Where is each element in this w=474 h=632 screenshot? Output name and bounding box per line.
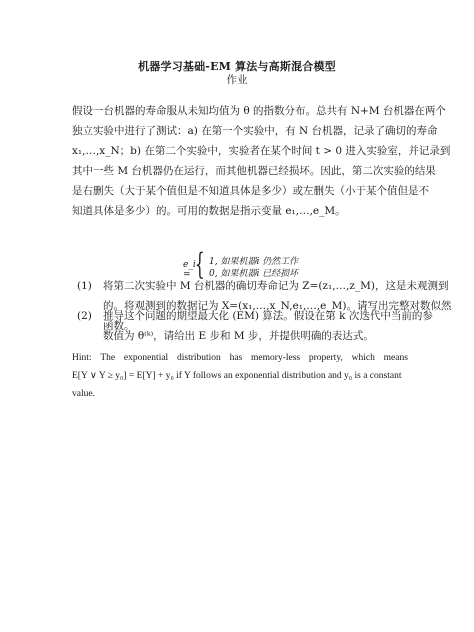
hint-word: property, [308, 353, 343, 363]
hint-paragraph [72, 349, 408, 403]
question-number: (2) [77, 310, 92, 322]
intro-line: x₁,…,x_N；b) 在第二个实验中，实验者在某个时间 t > 0 进入实验室，并记录到 [72, 145, 451, 157]
question-line: 推导这个问题的期望最大化 (EM) 算法。假设在第 k 次迭代中当前的参 [103, 310, 433, 322]
intro-line: 是右删失（大于某个值但是不知道具体是多少）或左删失（小于某个值但是不 [72, 185, 429, 197]
page-title: 机器学习基础-EM 算法与高斯混合模型 [138, 60, 336, 73]
case-working: 1, 如果机器i 仍然工作 [209, 257, 299, 267]
hint-word: exponential [123, 353, 169, 363]
question-line: 数值为 θ⁽ᵏ⁾，请给出 E 步和 M 步，并提供明确的表达式。 [103, 330, 374, 342]
hint-word: means [383, 353, 408, 363]
hint-word: Hint: [72, 353, 92, 363]
hint-word: distribution [176, 353, 221, 363]
question-line: 将第二次实验中 M 台机器的确切寿命记为 Z=(z₁,…,z_M)，这是未观测到 [103, 280, 449, 292]
hint-word: which [351, 353, 375, 363]
question-number: (1) [77, 280, 92, 292]
hint-line-3: value. [72, 389, 95, 399]
indicator-lhs: e_i = [183, 260, 196, 280]
hint-word: has [229, 353, 243, 363]
page-subtitle: 作业 [226, 74, 248, 86]
intro-line: 独立实验中进行了测试：a) 在第一个实验中，有 N 台机器，记录了确切的寿命 [72, 125, 438, 137]
brace-symbol: { [195, 247, 205, 282]
intro-line: 其中一些 M 台机器仍在运行，而其他机器已经损坏。因此，第二次实验的结果 [72, 165, 436, 177]
hint-word: The [100, 353, 116, 363]
question-line: 的。将观测到的数据记为 X=(x₁,…,x_N,e₁,…,e_M)。请写出完整对数似然 [103, 300, 452, 312]
intro-line: 假设一台机器的寿命服从未知均值为 θ 的指数分布。总共有 N+M 台机器在两个 [72, 105, 446, 117]
question-line: 函数。 [103, 320, 135, 332]
case-broken: 0, 如果机器i 已经损坏 [209, 269, 299, 279]
hint-word: memory-less [251, 353, 301, 363]
intro-paragraph [72, 101, 451, 221]
intro-line: 知道具体是多少）的。可用的数据是指示变量 e₁,…,e_M。 [72, 205, 346, 217]
hint-line-1 [72, 349, 408, 367]
hint-line-2: E[Y ∨ Y ≥ y₀] = E[Y] + y₀ if Y follows an exponential distribution and y₀ is a constant [72, 371, 402, 381]
